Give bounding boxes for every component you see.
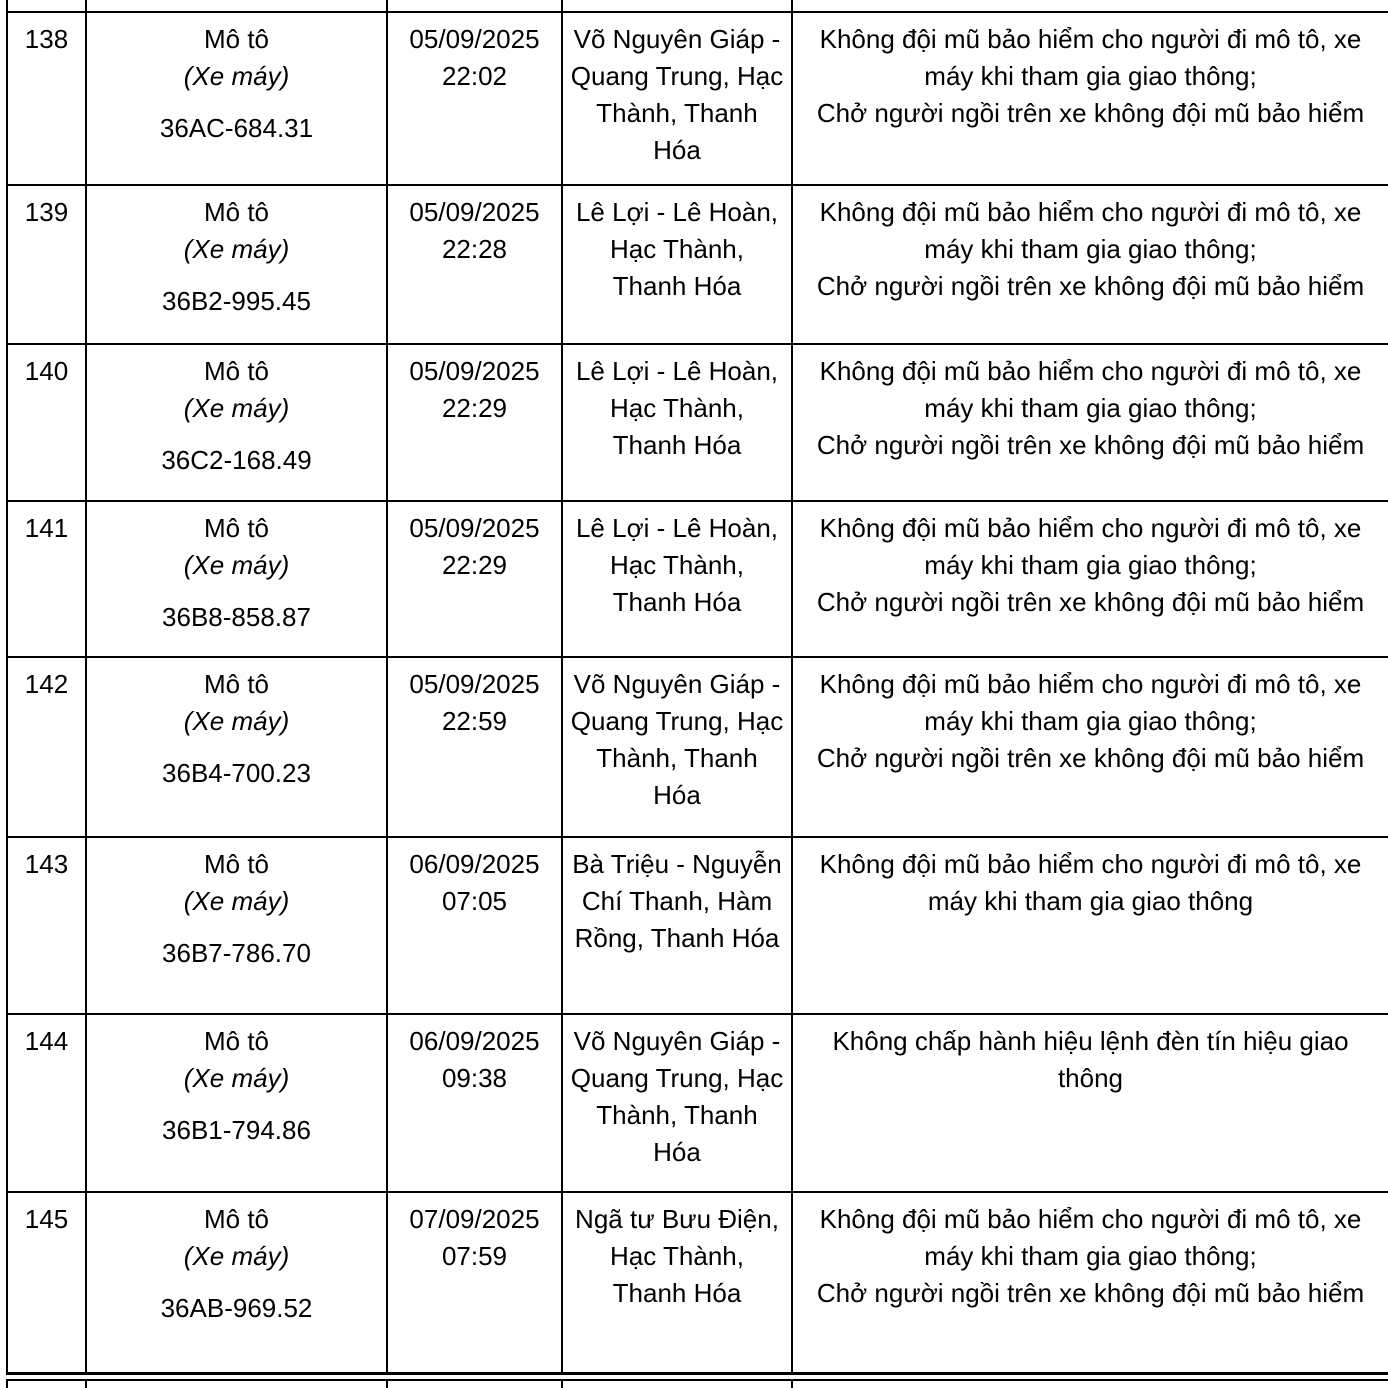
violation-date: 06/09/2025 bbox=[409, 1026, 540, 1056]
violation-line: máy khi tham gia giao thông; bbox=[924, 550, 1257, 580]
violation-line: Chở người ngồi trên xe không đội mũ bảo hiểm bbox=[816, 271, 1365, 301]
violation-date: 07/09/2025 bbox=[409, 1204, 540, 1234]
row-number: 141 bbox=[24, 513, 69, 543]
vehicle-type: Mô tô bbox=[203, 849, 270, 879]
location-line: Võ Nguyên Giáp - bbox=[573, 669, 781, 699]
location-line: Thanh Hóa bbox=[612, 587, 742, 617]
cell-location bbox=[562, 1014, 792, 1192]
vehicle-subtype: (Xe máy) bbox=[183, 234, 290, 264]
cell-no bbox=[7, 185, 86, 344]
violation-date: 05/09/2025 bbox=[409, 513, 540, 543]
violation-time: 07:05 bbox=[441, 886, 508, 916]
cell-vehicle bbox=[86, 185, 387, 344]
cell-location bbox=[562, 185, 792, 344]
vehicle-type: Mô tô bbox=[203, 669, 270, 699]
location-line: Quang Trung, Hạc bbox=[570, 1063, 784, 1093]
location-line: Bà Triệu - Nguyễn bbox=[572, 849, 782, 879]
cell-no bbox=[7, 1380, 86, 1388]
license-plate: 36AB-969.52 bbox=[160, 1293, 313, 1323]
violation-date: 05/09/2025 bbox=[409, 669, 540, 699]
violation-line: máy khi tham gia giao thông; bbox=[924, 706, 1257, 736]
violation-line: Không đội mũ bảo hiểm cho người đi mô tô, xe bbox=[819, 513, 1362, 543]
violation-line: Không đội mũ bảo hiểm cho người đi mô tô, xe bbox=[819, 849, 1362, 879]
location-line: Thanh Hóa bbox=[612, 430, 742, 460]
location-line: Hạc Thành, bbox=[610, 1241, 744, 1271]
vehicle-subtype: (Xe máy) bbox=[183, 1241, 290, 1271]
cell-location bbox=[562, 12, 792, 185]
cell-no bbox=[7, 657, 86, 837]
cell-vehicle bbox=[86, 1380, 387, 1388]
vehicle-subtype: (Xe máy) bbox=[183, 61, 290, 91]
location-line: Ngã tư Bưu Điện, bbox=[575, 1204, 779, 1234]
cell-datetime bbox=[387, 1380, 562, 1388]
vehicle-type: Mô tô bbox=[203, 356, 270, 386]
violation-date: 05/09/2025 bbox=[409, 24, 540, 54]
location-line: Quang Trung, Hạc bbox=[570, 706, 784, 736]
violation-time: 22:29 bbox=[441, 550, 508, 580]
vehicle-type: Mô tô bbox=[203, 1026, 270, 1056]
cell-datetime bbox=[387, 837, 562, 1014]
violation-line: Không chấp hành hiệu lệnh đèn tín hiệu giao thông bbox=[832, 1026, 1349, 1093]
cell-violation bbox=[792, 657, 1388, 837]
violations-table bbox=[6, 0, 1388, 1375]
cell-location bbox=[562, 837, 792, 1014]
table-row bbox=[7, 1192, 1388, 1373]
cell-datetime bbox=[387, 0, 562, 12]
violation-line: Chở người ngồi trên xe không đội mũ bảo hiểm bbox=[816, 587, 1365, 617]
next-page-table-fragment bbox=[6, 1379, 1388, 1388]
location-line: Lê Lợi - Lê Hoàn, bbox=[575, 197, 779, 227]
cell-datetime bbox=[387, 12, 562, 185]
location-line: Thành, Thanh bbox=[596, 743, 758, 773]
cell-violation bbox=[792, 0, 1388, 12]
license-plate: 36B7-786.70 bbox=[162, 938, 311, 968]
table-row bbox=[7, 501, 1388, 657]
cell-vehicle bbox=[86, 501, 387, 657]
vehicle-type: Mô tô bbox=[203, 197, 270, 227]
location-line: Thanh Hóa bbox=[612, 1278, 742, 1308]
cell-vehicle bbox=[86, 657, 387, 837]
row-number: 140 bbox=[24, 356, 69, 386]
cell-violation bbox=[792, 1014, 1388, 1192]
license-plate: 36C2-168.49 bbox=[161, 445, 312, 475]
row-number: 143 bbox=[24, 849, 69, 879]
row-number: 138 bbox=[24, 24, 69, 54]
location-line: Thành, Thanh bbox=[596, 1100, 758, 1130]
vehicle-type: Mô tô bbox=[203, 1204, 270, 1234]
violation-time: 22:59 bbox=[441, 706, 508, 736]
table-row-cutoff-top bbox=[7, 0, 1388, 12]
violation-line: máy khi tham gia giao thông; bbox=[924, 61, 1257, 91]
violation-line: Không đội mũ bảo hiểm cho người đi mô tô, xe bbox=[819, 669, 1362, 699]
location-line: Võ Nguyên Giáp - bbox=[573, 1026, 781, 1056]
cell-datetime bbox=[387, 344, 562, 501]
cell-vehicle bbox=[86, 837, 387, 1014]
table-row-cutoff-bottom bbox=[7, 1380, 1388, 1388]
cell-no bbox=[7, 12, 86, 185]
cell-datetime bbox=[387, 185, 562, 344]
location-line: Hóa bbox=[653, 780, 701, 810]
row-number: 142 bbox=[24, 669, 69, 699]
cell-violation bbox=[792, 12, 1388, 185]
location-line: Quang Trung, Hạc bbox=[570, 61, 784, 91]
location-line: Thành, Thanh bbox=[596, 98, 758, 128]
vehicle-subtype: (Xe máy) bbox=[183, 706, 290, 736]
cell-location bbox=[562, 1192, 792, 1373]
location-line: Rồng, Thanh Hóa bbox=[574, 923, 780, 953]
cell-no bbox=[7, 1192, 86, 1373]
location-line: Hóa bbox=[653, 1137, 701, 1167]
violation-time: 09:38 bbox=[441, 1063, 508, 1093]
cell-location bbox=[562, 501, 792, 657]
table-row bbox=[7, 1014, 1388, 1192]
violation-time: 22:29 bbox=[441, 393, 508, 423]
license-plate: 36B2-995.45 bbox=[162, 286, 311, 316]
violation-line: máy khi tham gia giao thông bbox=[927, 886, 1254, 916]
cell-no bbox=[7, 344, 86, 501]
location-line: Hạc Thành, bbox=[610, 393, 744, 423]
cell-datetime bbox=[387, 501, 562, 657]
cell-vehicle bbox=[86, 1192, 387, 1373]
row-number: 139 bbox=[24, 197, 69, 227]
license-plate: 36AC-684.31 bbox=[159, 113, 314, 143]
license-plate: 36B1-794.86 bbox=[162, 1115, 311, 1145]
cell-datetime bbox=[387, 657, 562, 837]
violation-line: máy khi tham gia giao thông; bbox=[924, 234, 1257, 264]
cell-violation bbox=[792, 837, 1388, 1014]
location-line: Hóa bbox=[653, 135, 701, 165]
violation-line: Chở người ngồi trên xe không đội mũ bảo hiểm bbox=[816, 430, 1365, 460]
violation-line: máy khi tham gia giao thông; bbox=[924, 393, 1257, 423]
location-line: Hạc Thành, bbox=[610, 550, 744, 580]
table-row bbox=[7, 12, 1388, 185]
cell-vehicle bbox=[86, 0, 387, 12]
cell-vehicle bbox=[86, 12, 387, 185]
violation-time: 22:28 bbox=[441, 234, 508, 264]
table-row bbox=[7, 344, 1388, 501]
vehicle-type: Mô tô bbox=[203, 513, 270, 543]
vehicle-subtype: (Xe máy) bbox=[183, 550, 290, 580]
violation-line: Không đội mũ bảo hiểm cho người đi mô tô, xe bbox=[819, 1204, 1362, 1234]
vehicle-subtype: (Xe máy) bbox=[183, 1063, 290, 1093]
cell-vehicle bbox=[86, 344, 387, 501]
license-plate: 36B4-700.23 bbox=[162, 758, 311, 788]
cell-location bbox=[562, 657, 792, 837]
cell-no bbox=[7, 501, 86, 657]
cell-location bbox=[562, 1380, 792, 1388]
cell-datetime bbox=[387, 1192, 562, 1373]
row-number: 144 bbox=[24, 1026, 69, 1056]
violation-time: 22:02 bbox=[441, 61, 508, 91]
row-number: 145 bbox=[24, 1204, 69, 1234]
table-row bbox=[7, 657, 1388, 837]
vehicle-subtype: (Xe máy) bbox=[183, 886, 290, 916]
location-line: Hạc Thành, bbox=[610, 234, 744, 264]
table-row bbox=[7, 837, 1388, 1014]
violation-line: máy khi tham gia giao thông; bbox=[924, 1241, 1257, 1271]
violation-date: 05/09/2025 bbox=[409, 356, 540, 386]
cell-location bbox=[562, 344, 792, 501]
cell-violation bbox=[792, 501, 1388, 657]
cell-violation bbox=[792, 1380, 1388, 1388]
violation-line: Chở người ngồi trên xe không đội mũ bảo hiểm bbox=[816, 743, 1365, 773]
location-line: Lê Lợi - Lê Hoàn, bbox=[575, 513, 779, 543]
location-line: Chí Thanh, Hàm bbox=[581, 886, 773, 916]
location-line: Võ Nguyên Giáp - bbox=[573, 24, 781, 54]
cell-violation bbox=[792, 1192, 1388, 1373]
violation-line: Không đội mũ bảo hiểm cho người đi mô tô, xe bbox=[819, 197, 1362, 227]
location-line: Thanh Hóa bbox=[612, 271, 742, 301]
cell-no bbox=[7, 0, 86, 12]
violation-line: Không đội mũ bảo hiểm cho người đi mô tô, xe bbox=[819, 356, 1362, 386]
violation-line: Chở người ngồi trên xe không đội mũ bảo hiểm bbox=[816, 98, 1365, 128]
cell-vehicle bbox=[86, 1014, 387, 1192]
location-line: Lê Lợi - Lê Hoàn, bbox=[575, 356, 779, 386]
violation-time: 07:59 bbox=[441, 1241, 508, 1271]
violation-line: Chở người ngồi trên xe không đội mũ bảo hiểm bbox=[816, 1278, 1365, 1308]
table-row bbox=[7, 185, 1388, 344]
vehicle-subtype: (Xe máy) bbox=[183, 393, 290, 423]
violation-date: 05/09/2025 bbox=[409, 197, 540, 227]
license-plate: 36B8-858.87 bbox=[162, 602, 311, 632]
vehicle-type: Mô tô bbox=[203, 24, 270, 54]
cell-violation bbox=[792, 344, 1388, 501]
cell-no bbox=[7, 837, 86, 1014]
cell-datetime bbox=[387, 1014, 562, 1192]
cell-no bbox=[7, 1014, 86, 1192]
violation-date: 06/09/2025 bbox=[409, 849, 540, 879]
cell-violation bbox=[792, 185, 1388, 344]
cell-location bbox=[562, 0, 792, 12]
violation-line: Không đội mũ bảo hiểm cho người đi mô tô, xe bbox=[819, 24, 1362, 54]
